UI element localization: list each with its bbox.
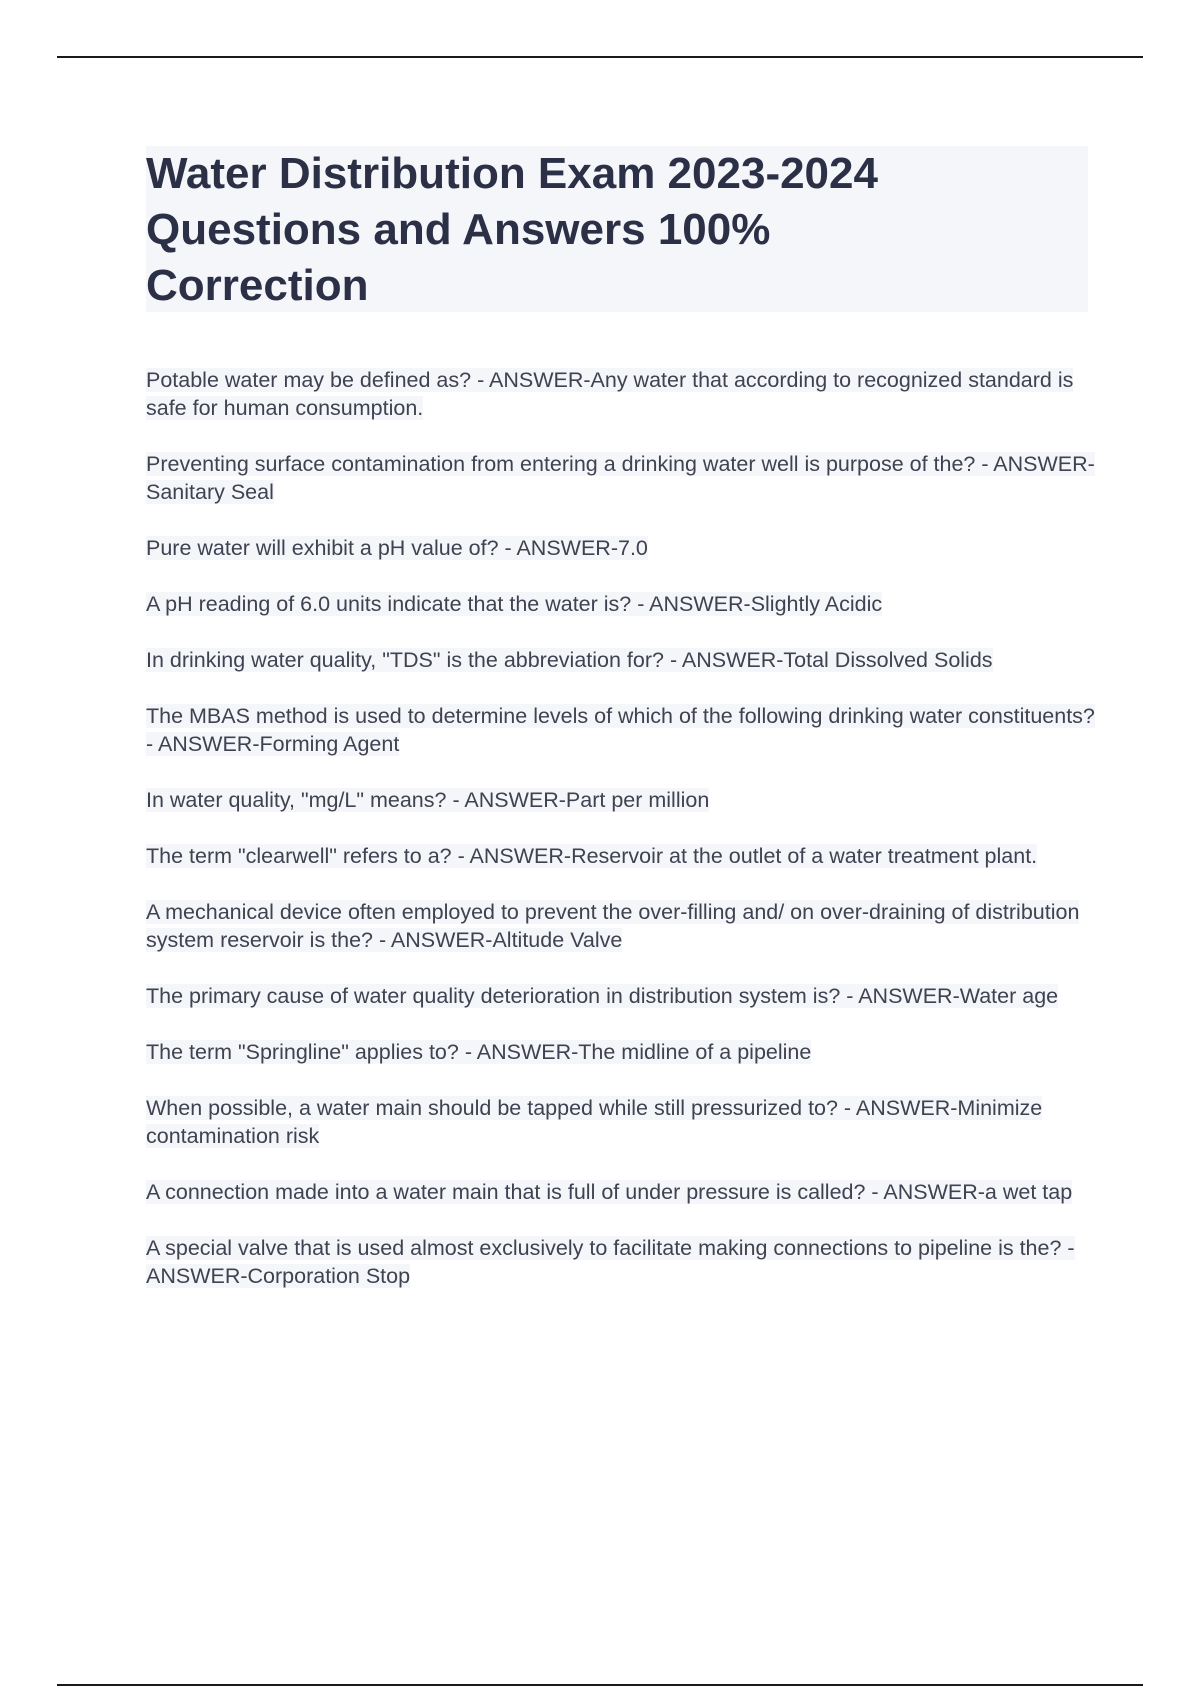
document-title: Water Distribution Exam 2023-2024 Questions and Answers 100% Correction (146, 149, 878, 310)
qa-item (146, 590, 1096, 618)
qa-text: A pH reading of 6.0 units indicate that the water is? - ANSWER-Slightly Acidic (146, 592, 883, 616)
qa-text: When possible, a water main should be tapped while still pressurized to? - ANSWER-Minimize contamination risk (146, 1096, 1043, 1148)
qa-text: A special valve that is used almost exclusively to facilitate making connections to pipeline is the? - ANSWER-Corporation Stop (146, 1236, 1075, 1288)
qa-item (146, 786, 1096, 814)
qa-text: In drinking water quality, "TDS" is the abbreviation for? - ANSWER-Total Dissolved Solids (146, 648, 993, 672)
qa-item (146, 898, 1096, 954)
qa-text: A mechanical device often employed to prevent the over-filling and/ on over-draining of distribution system reservoir is the? - ANSWER-Altitude Valve (146, 900, 1080, 952)
qa-item (146, 534, 1096, 562)
qa-item (146, 1234, 1096, 1290)
qa-text: In water quality, "mg/L" means? - ANSWER-Part per million (146, 788, 710, 812)
qa-item (146, 366, 1096, 422)
qa-item (146, 646, 1096, 674)
qa-item (146, 450, 1096, 506)
qa-item (146, 1178, 1096, 1206)
qa-text: The primary cause of water quality deterioration in distribution system is? - ANSWER-Water age (146, 984, 1059, 1008)
qa-text: The term "Springline" applies to? - ANSWER-The midline of a pipeline (146, 1040, 812, 1064)
qa-item (146, 702, 1096, 758)
top-rule (57, 56, 1143, 58)
qa-text: Preventing surface contamination from entering a drinking water well is purpose of the? - ANSWER-Sanitary Seal (146, 452, 1095, 504)
qa-list (146, 366, 1096, 1318)
qa-text: The term "clearwell" refers to a? - ANSWER-Reservoir at the outlet of a water treatment plant. (146, 844, 1038, 868)
qa-text: The MBAS method is used to determine levels of which of the following drinking water constituents? - ANSWER-Forming Agent (146, 704, 1095, 756)
qa-text: Pure water will exhibit a pH value of? - ANSWER-7.0 (146, 536, 648, 560)
qa-item (146, 982, 1096, 1010)
qa-item (146, 842, 1096, 870)
title-block (146, 146, 1088, 312)
qa-text: A connection made into a water main that is full of under pressure is called? - ANSWER-a wet tap (146, 1180, 1073, 1204)
qa-text: Potable water may be defined as? - ANSWER-Any water that according to recognized standard is safe for human consumption. (146, 368, 1074, 420)
bottom-rule (57, 1684, 1143, 1686)
qa-item (146, 1038, 1096, 1066)
qa-item (146, 1094, 1096, 1150)
